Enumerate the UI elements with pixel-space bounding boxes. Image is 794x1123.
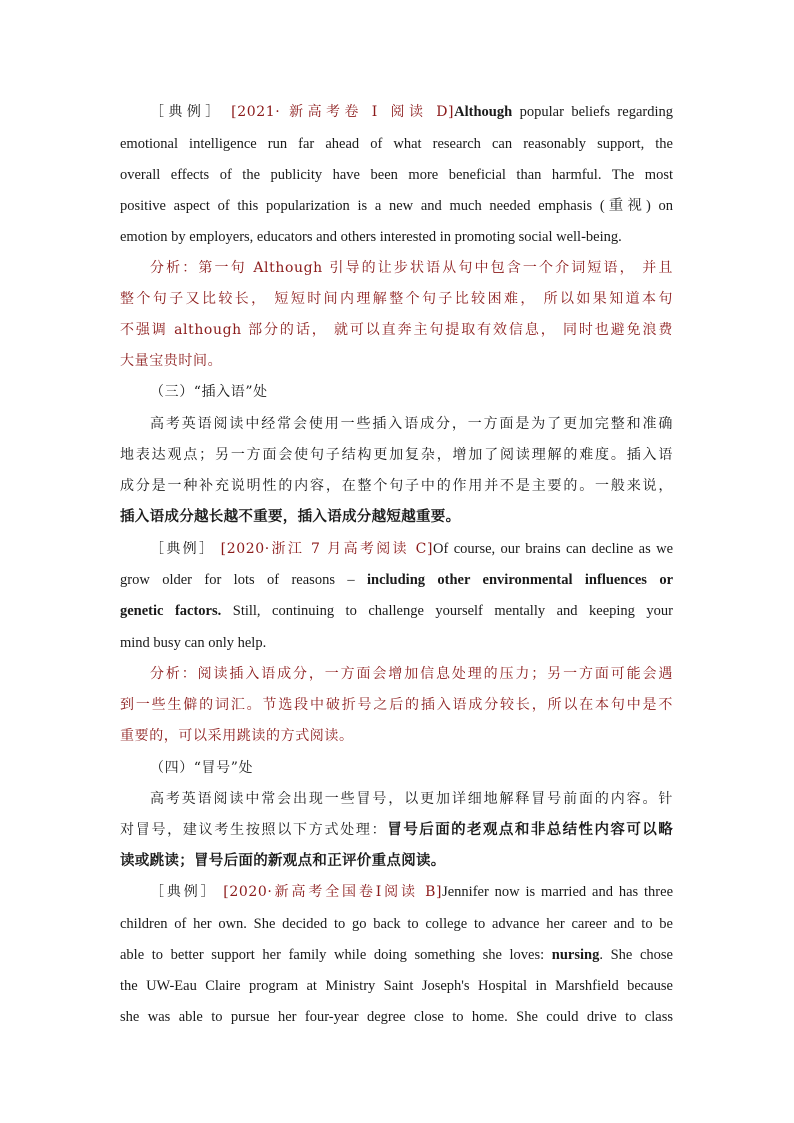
bold-phrase: including other environmental influences or: [367, 572, 674, 588]
paragraph-line-3: 读或跳读；冒号后面的新观点和正评价重点阅读。: [120, 853, 446, 869]
bold-phrase: genetic factors.: [120, 603, 222, 619]
paragraph-line-2: [120, 820, 673, 840]
paragraph-bold-text: 冒号后面的老观点和非总结性内容可以略: [387, 822, 673, 838]
section-heading-3: （三）“插入语”处: [150, 384, 268, 400]
example-label: ［典例］: [150, 541, 216, 557]
bold-word: Although: [454, 104, 513, 120]
paragraph-text: 对冒号，建议考生按照以下方式处理：: [120, 822, 388, 838]
analysis-line-1: 分析：第一句 Although 引导的让步状语从句中包含一个介词短语， 并且: [150, 260, 673, 276]
example-line-1: [150, 882, 673, 902]
example-line-2: children of her own. She decided to go back to college to advance her career and to be: [120, 916, 673, 932]
example-text: able to better support her family while doing something she loves:: [120, 947, 552, 963]
analysis-line-4: 大量宝贵时间。: [120, 353, 223, 369]
example-source: [2021· 新高考卷 Ⅰ 阅读 D]: [231, 104, 455, 120]
example-text: . She chose: [599, 947, 673, 963]
example-text: Of course, our brains can decline as we: [433, 541, 674, 557]
analysis-line-2: 整个句子又比较长， 短短时间内理解整个句子比较困难， 所以如果知道本句: [120, 291, 673, 307]
example-source: [2020·浙江 7 月高考阅读 C]: [220, 541, 434, 557]
example-text: Still, continuing to challenge yourself mentally and keeping your: [221, 603, 673, 619]
bold-word: nursing: [551, 947, 600, 963]
example-line-1: [150, 539, 673, 559]
example-text: Jennifer now is married and has three: [442, 884, 674, 900]
paragraph-line-1: 高考英语阅读中常会出现一些冒号，以更加详细地解释冒号前面的内容。针: [150, 791, 673, 807]
example-text: grow older for lots of reasons –: [120, 572, 367, 588]
example-line-3: [120, 601, 673, 621]
example-line-2: [120, 570, 673, 590]
paragraph-line-1: 高考英语阅读中经常会使用一些插入语成分，一方面是为了更加完整和准确: [150, 416, 673, 432]
example-line-1: [150, 102, 673, 122]
example-line-5: emotion by employers, educators and others interested in promoting social well-being.: [120, 229, 622, 245]
example-line-2: emotional intelligence run far ahead of what research can reasonably support, the: [120, 136, 673, 152]
example-label: ［典例］: [150, 104, 224, 120]
example-line-4: mind busy can only help.: [120, 635, 267, 651]
analysis-line-1: 分析：阅读插入语成分，一方面会增加信息处理的压力；另一方面可能会遇: [150, 666, 673, 682]
example-label: ［典例］: [150, 884, 218, 900]
analysis-line-3: 不强调 although 部分的话， 就可以直奔主句提取有效信息， 同时也避免浪费: [120, 322, 673, 338]
paragraph-line-3: 成分是一种补充说明性的内容，在整个句子中的作用并不是主要的。一般来说，: [120, 478, 673, 494]
analysis-line-2: 到一些生僻的词汇。节选段中破折号之后的插入语成分较长，所以在本句中是不: [120, 697, 673, 713]
paragraph-line-2: 地表达观点；另一方面会使句子结构更加复杂，增加了阅读理解的难度。插入语: [120, 447, 673, 463]
section-heading-4: （四）“冒号”处: [150, 760, 254, 776]
example-line-4: the UW-Eau Claire program at Ministry Saint Joseph's Hospital in Marshfield because: [120, 978, 673, 994]
example-line-3: overall effects of the publicity have been more beneficial than harmful. The most: [120, 167, 673, 183]
example-source: [2020·新高考全国卷Ⅰ阅读 B]: [223, 884, 443, 900]
example-line-4: positive aspect of this popularization is a new and much needed emphasis (重视) on: [120, 198, 673, 214]
paragraph-line-4: 插入语成分越长越不重要，插入语成分越短越重要。: [120, 509, 461, 525]
analysis-line-3: 重要的，可以采用跳读的方式阅读。: [120, 728, 354, 744]
example-line-3: [120, 945, 673, 965]
example-line-5: she was able to pursue her four-year degree close to home. She could drive to class: [120, 1009, 673, 1025]
example-text: popular beliefs regarding: [512, 104, 673, 120]
